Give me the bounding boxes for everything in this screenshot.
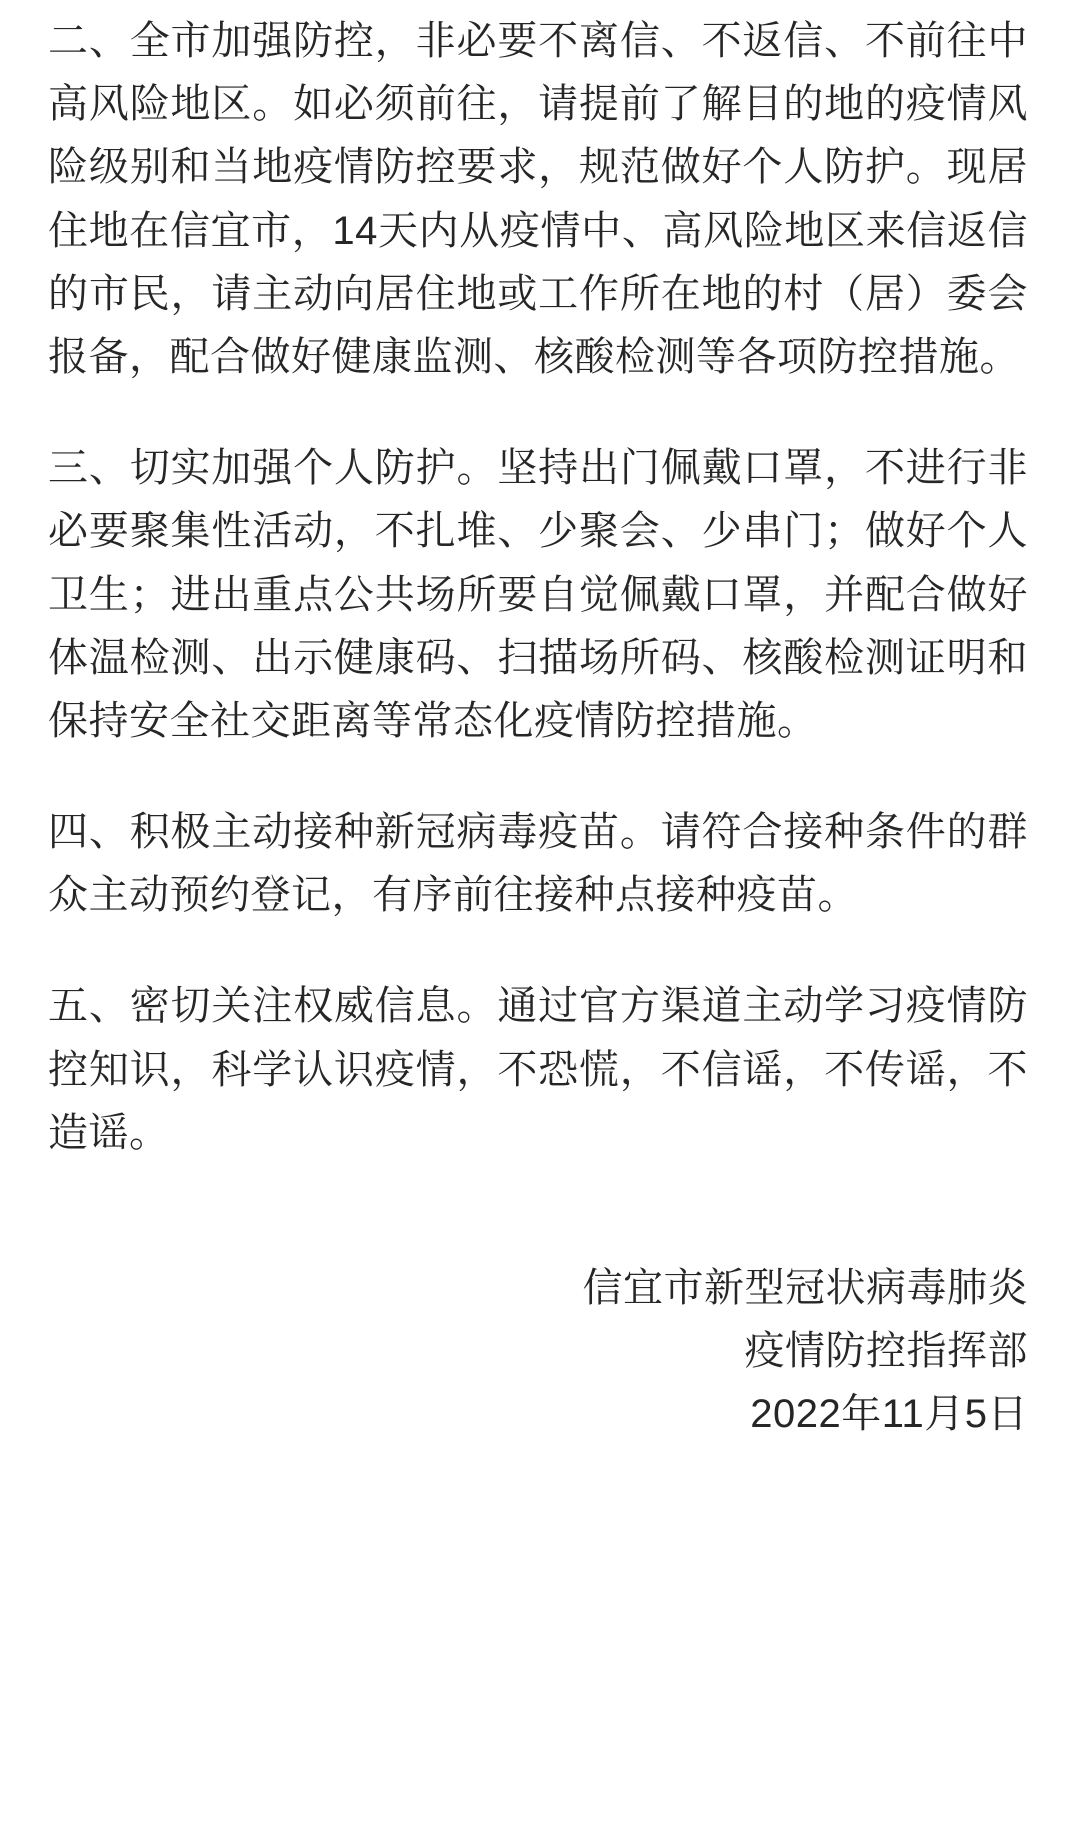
paragraph-five: 五、密切关注权威信息。通过官方渠道主动学习疫情防控知识，科学认识疫情，不恐慌，不信谣，不传谣，不造谣。: [48, 984, 1028, 1155]
paragraph-two: 二、全市加强防控，非必要不离信、不返信、不前往中高风险地区。如必须前往，请提前了解目的地的疫情风险级别和当地疫情防控要求，规范做好个人防护。现居住地在信宜市，14天内从疫情中、高风险地区来信返信的市民，请主动向居住地或工作所在地的村（居）委会报备，配合做好健康监测、核酸检测等各项防控措施。: [48, 19, 1028, 379]
bottom-spacer: [48, 1447, 1028, 1804]
signature-block: [48, 1257, 1028, 1447]
document-body: [48, 10, 1028, 1165]
paragraph-three: 三、切实加强个人防护。坚持出门佩戴口罩，不进行非必要聚集性活动，不扎堆、少聚会、少串门；做好个人卫生；进出重点公共场所要自觉佩戴口罩，并配合做好体温检测、出示健康码、扫描场所码、核酸检测证明和保持安全社交距离等常态化疫情防控措施。: [48, 446, 1028, 743]
signature-date: 2022年11月5日: [750, 1392, 1028, 1437]
paragraph-four: 四、积极主动接种新冠病毒疫苗。请符合接种条件的群众主动预约登记，有序前往接种点接种疫苗。: [48, 810, 1028, 918]
signature-organization-line-2: 疫情防控指挥部: [744, 1329, 1028, 1374]
signature-organization-line-1: 信宜市新型冠状病毒肺炎: [582, 1266, 1028, 1310]
